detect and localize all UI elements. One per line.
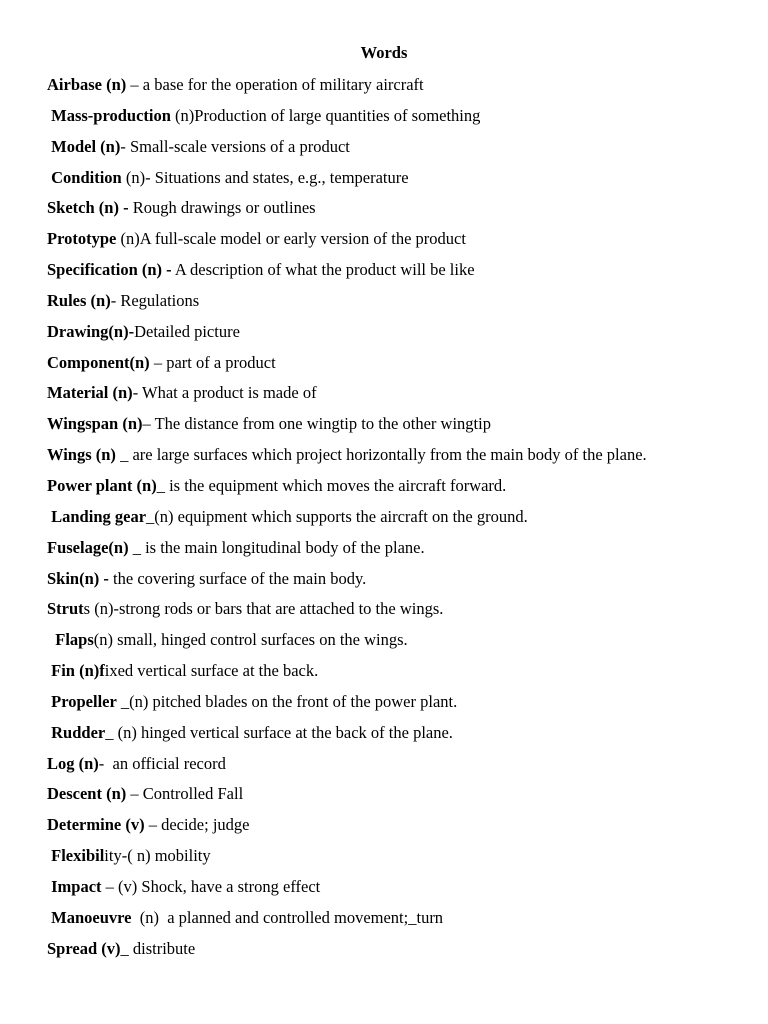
entry-term: Drawing(n)- xyxy=(47,321,135,341)
entry-term: Spread (v) xyxy=(47,938,121,958)
entry-term: Rules (n) xyxy=(47,290,111,310)
vocabulary-entry xyxy=(47,569,748,600)
vocabulary-entry xyxy=(47,815,748,846)
vocabulary-entry xyxy=(47,414,748,445)
vocabulary-entry xyxy=(47,260,748,291)
entry-definition: _ (n) hinged vertical surface at the back of the plane. xyxy=(105,722,453,742)
vocabulary-list xyxy=(47,75,748,969)
entry-term: Strut xyxy=(47,599,84,619)
entry-definition: - What a product is made of xyxy=(132,383,317,403)
entry-term: Component(n) xyxy=(47,352,150,372)
entry-definition: the covering surface of the main body. xyxy=(108,568,367,588)
entry-term: Prototype xyxy=(47,229,117,249)
entry-term: Mass-production xyxy=(51,105,171,125)
entry-definition: (n)Production of large quantities of something xyxy=(170,105,481,125)
vocabulary-entry xyxy=(47,322,748,353)
entry-term: Fin (n)f xyxy=(51,661,105,681)
vocabulary-entry xyxy=(47,599,748,630)
entry-definition: _ are large surfaces which project horizontally from the main body of the plane. xyxy=(115,445,647,465)
vocabulary-entry xyxy=(47,383,748,414)
vocabulary-entry xyxy=(47,137,748,168)
vocabulary-entry xyxy=(47,661,748,692)
vocabulary-entry xyxy=(47,445,748,476)
entry-term: Airbase (n) xyxy=(47,75,127,94)
entry-definition: – part of a product xyxy=(149,352,276,372)
vocabulary-entry xyxy=(47,754,748,785)
entry-term: Wings (n) xyxy=(47,445,116,465)
entry-term: Flaps xyxy=(55,630,94,650)
vocabulary-entry xyxy=(47,106,748,137)
entry-indent xyxy=(47,630,55,649)
entry-definition: _(n) equipment which supports the aircraft on the ground. xyxy=(146,506,528,526)
entry-definition: _ distribute xyxy=(120,938,196,958)
vocabulary-entry xyxy=(47,939,748,970)
entry-term: Manoeuvre xyxy=(51,907,132,927)
entry-term: Propeller xyxy=(51,691,117,711)
vocabulary-entry xyxy=(47,692,748,723)
vocabulary-entry xyxy=(47,75,748,106)
entry-definition: – (v) Shock, have a strong effect xyxy=(101,876,321,896)
entry-definition: (n) a planned and controlled movement;_turn xyxy=(131,907,444,927)
vocabulary-entry xyxy=(47,784,748,815)
vocabulary-entry xyxy=(47,846,748,877)
entry-term: Specification (n) - xyxy=(47,260,172,280)
entry-definition: Detailed picture xyxy=(134,321,240,341)
vocabulary-entry xyxy=(47,229,748,260)
entry-term: Fuselage(n) xyxy=(47,537,129,557)
vocabulary-entry xyxy=(47,723,748,754)
vocabulary-entry xyxy=(47,507,748,538)
vocabulary-entry xyxy=(47,476,748,507)
entry-definition: - Small-scale versions of a product xyxy=(120,136,350,156)
vocabulary-entry xyxy=(47,291,748,322)
entry-definition: – decide; judge xyxy=(144,815,250,835)
entry-definition: – Controlled Fall xyxy=(126,784,244,804)
vocabulary-entry xyxy=(47,198,748,229)
entry-definition: _ is the main longitudinal body of the plane. xyxy=(128,537,425,557)
entry-definition: Rough drawings or outlines xyxy=(128,198,316,218)
entry-definition: A description of what the product will be like xyxy=(171,260,475,280)
entry-term: Determine (v) xyxy=(47,815,145,835)
entry-definition: – The distance from one wingtip to the other wingtip xyxy=(142,414,491,434)
vocabulary-entry xyxy=(47,877,748,908)
vocabulary-entry xyxy=(47,353,748,384)
entry-definition: - an official record xyxy=(98,753,226,773)
entry-definition: _(n) pitched blades on the front of the power plant. xyxy=(116,691,458,711)
page-title: Words xyxy=(360,43,408,62)
entry-term: Rudder xyxy=(51,722,106,742)
entry-definition: (n)A full-scale model or early version of the product xyxy=(116,229,466,249)
entry-definition: ity-( n) mobility xyxy=(104,846,211,866)
vocabulary-entry xyxy=(47,630,748,661)
vocabulary-entry xyxy=(47,168,748,199)
entry-term: Power plant (n) xyxy=(47,475,157,495)
entry-term: Impact xyxy=(51,876,102,896)
entry-definition: – a base for the operation of military aircraft xyxy=(126,75,424,94)
entry-term: Wingspan (n) xyxy=(47,414,143,434)
entry-definition: _ is the equipment which moves the aircraft forward. xyxy=(156,475,507,495)
entry-definition: (n) small, hinged control surfaces on the wings. xyxy=(93,630,408,650)
entry-term: Landing gear xyxy=(51,506,147,526)
entry-definition: (n)- Situations and states, e.g., temperature xyxy=(121,167,409,187)
entry-term: Flexibil xyxy=(51,846,105,866)
vocabulary-entry xyxy=(47,908,748,939)
entry-definition: - Regulations xyxy=(110,290,200,310)
vocabulary-entry xyxy=(47,538,748,569)
entry-definition: ixed vertical surface at the back. xyxy=(104,661,319,681)
entry-term: Model (n) xyxy=(51,136,121,156)
entry-term: Sketch (n) - xyxy=(47,198,129,218)
entry-term: Descent (n) xyxy=(47,784,127,804)
entry-definition: s (n)-strong rods or bars that are attached to the wings. xyxy=(83,599,444,619)
entry-term: Material (n) xyxy=(47,383,133,403)
entry-term: Skin(n) - xyxy=(47,568,109,588)
entry-term: Condition xyxy=(51,167,122,187)
entry-term: Log (n) xyxy=(47,753,99,773)
